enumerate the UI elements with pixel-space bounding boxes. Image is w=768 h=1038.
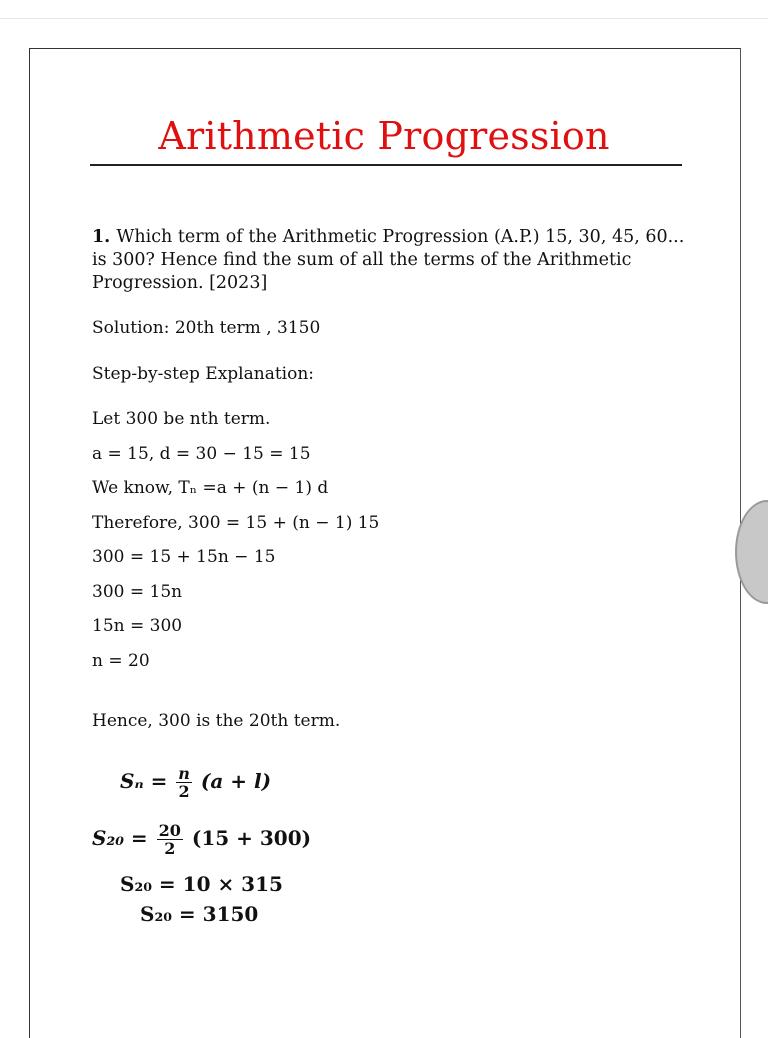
- solution-summary: Solution: 20th term , 3150: [92, 318, 321, 338]
- fraction-denominator: 2: [178, 782, 190, 801]
- conclusion: Hence, 300 is the 20th term.: [92, 711, 341, 731]
- step-line: We know, Tₙ =a + (n − 1) d: [92, 478, 329, 498]
- formula-fraction: [176, 765, 192, 800]
- step-line: Therefore, 300 = 15 + (n − 1) 15: [92, 513, 380, 533]
- step-line: n = 20: [92, 651, 150, 671]
- step-line: a = 15, d = 30 − 15 = 15: [92, 444, 311, 464]
- sum-line-1-fraction: [157, 822, 183, 857]
- sum-formula: [120, 765, 271, 800]
- explanation-heading: Step-by-step Explanation:: [92, 364, 315, 384]
- question-text: Which term of the Arithmetic Progression (A.P.) 15, 30, 45, 60... is 300? Hence find the sum of all the terms of the Arithmetic Progression. [2023]: [92, 227, 685, 293]
- question: [92, 226, 692, 295]
- formula-rhs: (a + l): [200, 769, 272, 793]
- step-line: 300 = 15 + 15n − 15: [92, 547, 276, 567]
- top-divider: [0, 18, 768, 19]
- title-underline: [90, 164, 682, 166]
- formula-lhs: Sₙ =: [120, 769, 168, 793]
- question-number: 1.: [92, 227, 117, 247]
- fraction-denominator: 2: [164, 839, 176, 858]
- sum-line-1-lhs: S₂₀ =: [92, 826, 148, 850]
- sum-line-1: [92, 822, 311, 857]
- sum-line-2: S₂₀ = 10 × 315: [120, 872, 283, 896]
- step-line: 300 = 15n: [92, 582, 183, 602]
- step-line: 15n = 300: [92, 616, 183, 636]
- step-line: Let 300 be nth term.: [92, 409, 271, 429]
- page-title: Arithmetic Progression: [158, 114, 610, 158]
- sum-line-3: S₂₀ = 3150: [140, 902, 259, 926]
- sum-line-1-rhs: (15 + 300): [191, 826, 312, 850]
- fraction-numerator: n: [178, 764, 190, 783]
- fraction-numerator: 20: [158, 821, 181, 840]
